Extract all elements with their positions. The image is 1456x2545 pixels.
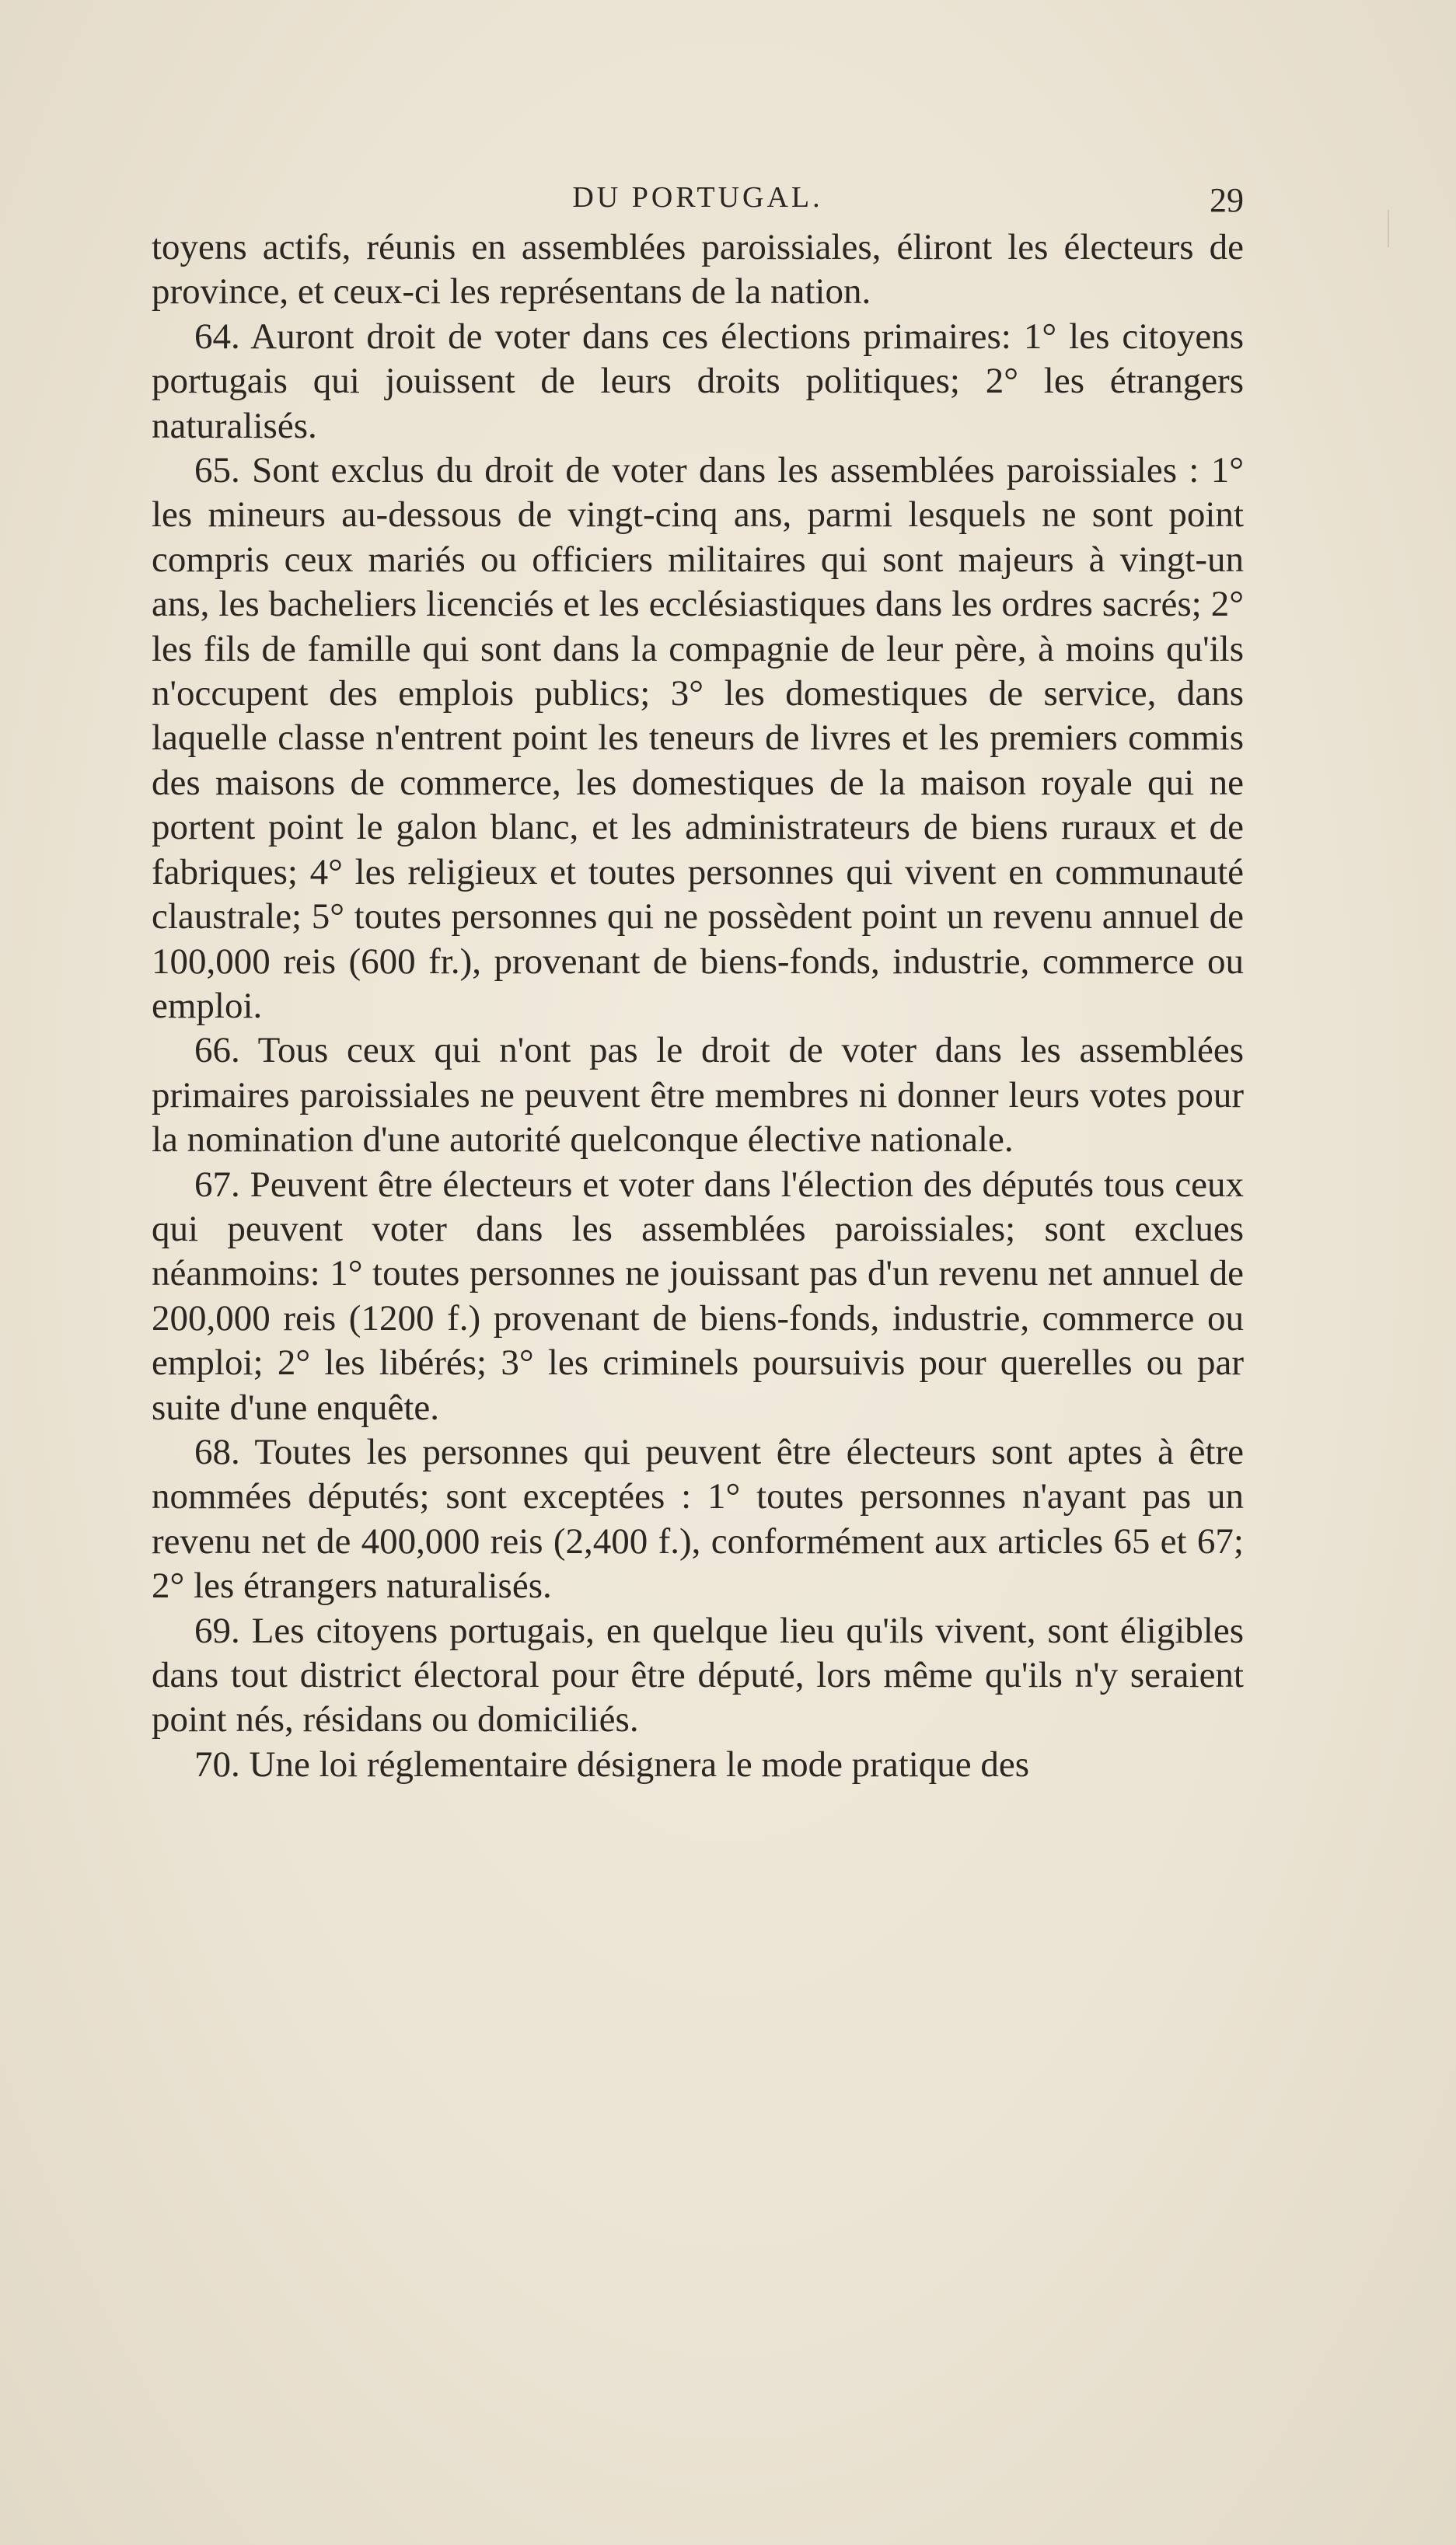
running-title: DU PORTUGAL. [572, 181, 823, 214]
article-67: 67. Peuvent être électeurs et voter dans l'élection des députés tous ceux qui peuvent voter dans les assemblées paroissiales; sont exclues néanmoins: 1° toutes personnes ne jouissant pas d'un revenu net annuel de 200,000 reis (1200 f.) provenant de biens-fonds, industrie, commerce ou emploi; 2° les libérés; 3° les criminels poursuivis pour querelles ou par suite d'une enquête. [152, 1164, 1244, 1428]
margin-mark [1388, 210, 1389, 247]
running-head [152, 180, 1244, 227]
article-66: 66. Tous ceux qui n'ont pas le droit de voter dans les assemblées primaires paroissiales ne peuvent être membres ni donner leurs votes pour la nomination d'une autorité quelconque élective nationale. [152, 1030, 1244, 1161]
article-69: 69. Les citoyens portugais, en quelque lieu qu'ils vivent, sont éligibles dans tout district électoral pour être député, lors même qu'ils n'y seraient point nés, résidans ou domiciliés. [152, 1610, 1244, 1740]
article-64: 64. Auront droit de voter dans ces élections primaires: 1° les citoyens portugais qui jouissent de leurs droits politiques; 2° les étrangers naturalisés. [152, 316, 1244, 446]
article-65: 65. Sont exclus du droit de voter dans les assemblées paroissiales : 1° les mineurs au-dessous de vingt-cinq ans, parmi lesquels ne sont point compris ceux mariés ou officiers militaires qui sont majeurs à vingt-un ans, les bacheliers licenciés et les ecclésiastiques dans les ordres sacrés; 2° les fils de famille qui sont dans la compagnie de leur père, à moins qu'ils n'occupent des emplois publics; 3° les domestiques de service, dans laquelle classe n'entrent point les teneurs de livres et les premiers commis des maisons de commerce, les domestiques de la maison royale qui ne portent point le galon blanc, et les administrateurs de biens ruraux et de fabriques; 4° les religieux et toutes personnes qui vivent en communauté claustrale; 5° toutes personnes qui ne possèdent point un revenu annuel de 100,000 reis (600 fr.), provenant de biens-fonds, industrie, commerce ou emploi. [152, 450, 1244, 1026]
article-68: 68. Toutes les personnes qui peuvent être électeurs sont aptes à être nommées députés; sont exceptées : 1° toutes personnes n'ayant pas un revenu net de 400,000 reis (2,400 f.), conformément aux articles 65 et 67; 2° les étrangers naturalisés. [152, 1431, 1244, 1607]
paragraph-continuation: toyens actifs, réunis en assemblées paroissiales, éliront les électeurs de province, et ceux-ci les représentans de la nation. [152, 227, 1244, 312]
body-text [152, 225, 1244, 1787]
page-number: 29 [1210, 181, 1244, 219]
article-70: 70. Une loi réglementaire désignera le mode pratique des [194, 1744, 1030, 1785]
